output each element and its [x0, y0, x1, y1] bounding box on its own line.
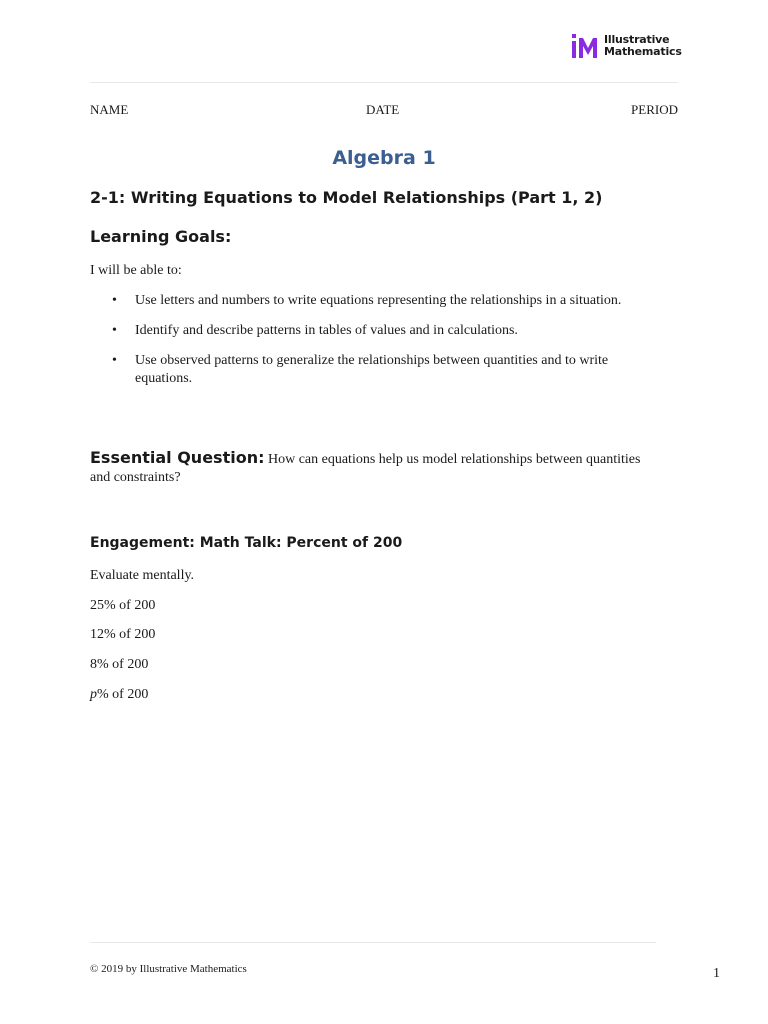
engagement-instruction: Evaluate mentally.	[90, 568, 195, 583]
name-label: NAME	[90, 102, 129, 117]
bullet-icon: •	[112, 353, 117, 368]
bullet-icon: •	[112, 293, 117, 308]
essential-question	[90, 449, 660, 487]
student-info-row	[90, 102, 678, 118]
math-talk-item-2: 12% of 200	[90, 627, 156, 642]
engagement-heading: Engagement: Math Talk: Percent of 200	[90, 535, 403, 551]
math-talk-item-3: 8% of 200	[90, 657, 149, 672]
list-item	[90, 322, 660, 340]
illustrative-mathematics-logo	[571, 33, 682, 59]
goal-text: Identify and describe patterns in tables of values and in calculations.	[135, 323, 518, 338]
list-item	[90, 292, 660, 310]
learning-goals-intro: I will be able to:	[90, 263, 182, 278]
learning-goals-list	[90, 292, 660, 400]
logo-line-1: Illustrative	[604, 33, 670, 46]
im-logo-icon	[571, 34, 599, 58]
variable-p: p	[90, 687, 97, 702]
goal-text: Use letters and numbers to write equations representing the relationships in a situation.	[135, 293, 622, 308]
footer-divider	[90, 942, 656, 943]
footer-copyright: © 2019 by Illustrative Mathematics	[90, 963, 247, 975]
math-talk-item-4	[90, 686, 148, 704]
learning-goals-heading: Learning Goals:	[90, 227, 232, 246]
lesson-title: 2-1: Writing Equations to Model Relationships (Part 1, 2)	[90, 188, 603, 207]
period-label: PERIOD	[631, 102, 678, 117]
logo-wordmark	[604, 34, 682, 58]
math-talk-item-1: 25% of 200	[90, 598, 156, 613]
header-divider	[90, 82, 678, 83]
date-label: DATE	[366, 102, 400, 117]
goal-text: Use observed patterns to generalize the relationships between quantities and to write equations.	[135, 353, 609, 386]
course-title: Algebra 1	[332, 147, 436, 169]
math-talk-item-4-rest: % of 200	[97, 687, 149, 702]
essential-question-label: Essential Question:	[90, 448, 265, 467]
list-item	[90, 352, 660, 388]
essential-question-text: How can equations help us model relationships between quantities and constraints?	[90, 452, 641, 485]
page-number: 1	[713, 966, 720, 981]
logo-line-2: Mathematics	[604, 45, 682, 58]
bullet-icon: •	[112, 323, 117, 338]
